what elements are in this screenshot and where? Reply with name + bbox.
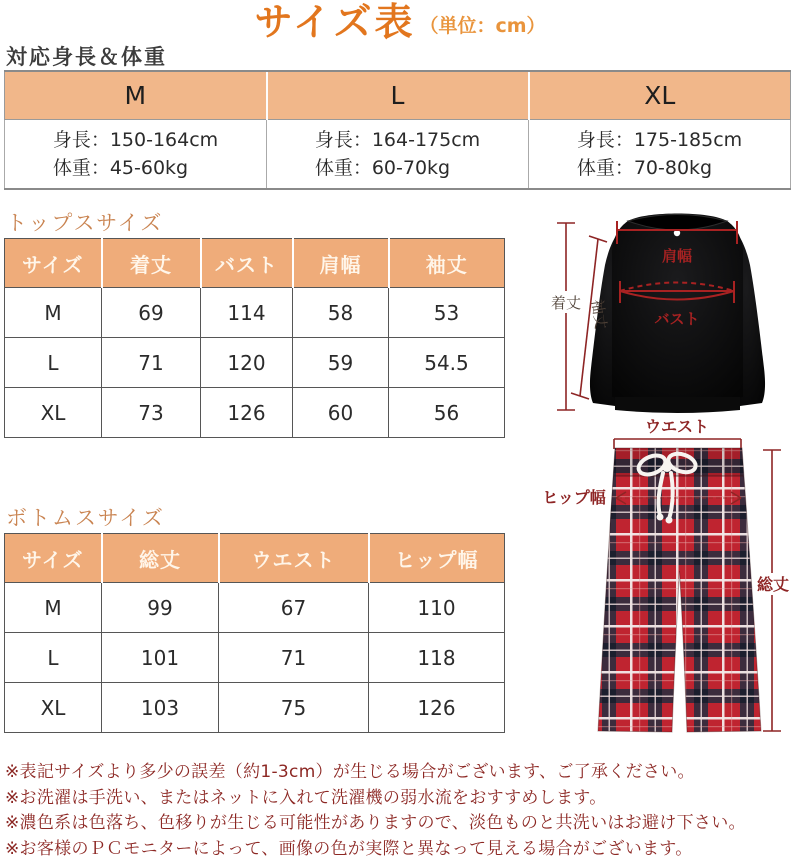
column-header: 総丈 bbox=[102, 534, 219, 583]
weight-value: 体重：60-70kg bbox=[314, 157, 451, 179]
cell: 103 bbox=[102, 683, 219, 733]
bottoms-section-label: ボトムスサイズ bbox=[6, 506, 165, 530]
cell-m bbox=[5, 120, 267, 190]
height-value: 身長：150-164cm bbox=[52, 129, 219, 151]
table-row bbox=[5, 288, 505, 338]
table-header-row bbox=[5, 239, 505, 288]
column-header: ヒップ幅 bbox=[369, 534, 505, 583]
column-header: バスト bbox=[201, 239, 293, 288]
cell: 101 bbox=[102, 633, 219, 683]
table-row bbox=[5, 388, 505, 438]
waist-annotation bbox=[614, 417, 741, 449]
unit-label: （単位：cm） bbox=[419, 15, 546, 37]
cell: 71 bbox=[219, 633, 369, 683]
height-value: 身長：164-175cm bbox=[314, 129, 481, 151]
cell: 126 bbox=[369, 683, 505, 733]
note-line: ※お客様のＰＣモニターによって、画像の色が実際と異なって見える場合がございます。 bbox=[5, 838, 693, 859]
waist-label: ウエスト bbox=[644, 417, 710, 436]
garment-diagram bbox=[530, 203, 800, 763]
page-title: サイズ表 bbox=[254, 0, 416, 44]
body-size-table bbox=[4, 70, 791, 190]
table-header-row bbox=[5, 71, 791, 120]
cell: M bbox=[5, 288, 102, 338]
cell: 73 bbox=[102, 388, 201, 438]
weight-value: 体重：45-60kg bbox=[52, 157, 189, 179]
bust-label: バスト bbox=[654, 310, 700, 328]
sleeve-length-label: 袖丈 bbox=[587, 298, 610, 331]
cell: M bbox=[5, 583, 102, 633]
cell: L bbox=[5, 338, 102, 388]
cell: 59 bbox=[293, 338, 389, 388]
cell: 75 bbox=[219, 683, 369, 733]
column-header: 袖丈 bbox=[389, 239, 505, 288]
note-line: ※お洗濯は手洗い、またはネットに入れて洗濯機の弱水流をおすすめします。 bbox=[5, 787, 607, 808]
note-line: ※表記サイズより多少の誤差（約1-3cm）が生じる場合がございます、ご了承ください。 bbox=[5, 762, 695, 782]
table-row bbox=[5, 683, 505, 733]
table-row bbox=[5, 633, 505, 683]
weight-value: 体重：70-80kg bbox=[576, 157, 713, 179]
cell: 54.5 bbox=[389, 338, 505, 388]
table-row bbox=[5, 583, 505, 633]
pants-image bbox=[598, 448, 761, 732]
cell: 99 bbox=[102, 583, 219, 633]
column-header: サイズ bbox=[5, 239, 102, 288]
column-header-xl: XL bbox=[529, 71, 791, 120]
cell: 53 bbox=[389, 288, 505, 338]
cell: 69 bbox=[102, 288, 201, 338]
note-line: ※濃色系は色落ち、色移りが生じる可能性がありますので、淡色ものと共洗いはお避け下さい。 bbox=[5, 813, 746, 833]
column-header: 着丈 bbox=[102, 239, 201, 288]
column-header-m: M bbox=[5, 71, 267, 120]
body-length-annotation bbox=[549, 223, 583, 410]
body-size-section-label: 対応身長＆体重 bbox=[6, 45, 167, 69]
bottoms-size-table bbox=[4, 533, 505, 733]
cell: 120 bbox=[201, 338, 293, 388]
table-header-row bbox=[5, 534, 505, 583]
table-row bbox=[5, 120, 791, 190]
cell: 56 bbox=[389, 388, 505, 438]
cell: 71 bbox=[102, 338, 201, 388]
cell-xl bbox=[529, 120, 791, 190]
height-value: 身長：175-185cm bbox=[576, 129, 743, 151]
cell: 60 bbox=[293, 388, 389, 438]
total-length-label: 総丈 bbox=[756, 575, 790, 594]
cell: XL bbox=[5, 683, 102, 733]
column-header: サイズ bbox=[5, 534, 102, 583]
table-row bbox=[5, 338, 505, 388]
tops-size-table bbox=[4, 238, 505, 438]
cell: 114 bbox=[201, 288, 293, 338]
cell: 67 bbox=[219, 583, 369, 633]
footnotes bbox=[5, 760, 797, 862]
tops-section-label: トップスサイズ bbox=[6, 211, 164, 235]
cell: 110 bbox=[369, 583, 505, 633]
total-length-annotation bbox=[756, 450, 789, 731]
measurement-figure bbox=[530, 203, 800, 763]
column-header-l: L bbox=[267, 71, 529, 120]
column-header: 肩幅 bbox=[293, 239, 389, 288]
hip-width-label: ヒップ幅 bbox=[542, 488, 606, 507]
cell: XL bbox=[5, 388, 102, 438]
column-header: ウエスト bbox=[219, 534, 369, 583]
body-length-label: 着丈 bbox=[550, 294, 582, 312]
cell: L bbox=[5, 633, 102, 683]
cell: 58 bbox=[293, 288, 389, 338]
cell: 126 bbox=[201, 388, 293, 438]
cell-l bbox=[267, 120, 529, 190]
shoulder-width-label: 肩幅 bbox=[661, 247, 693, 265]
cell: 118 bbox=[369, 633, 505, 683]
page-header bbox=[0, 0, 800, 44]
